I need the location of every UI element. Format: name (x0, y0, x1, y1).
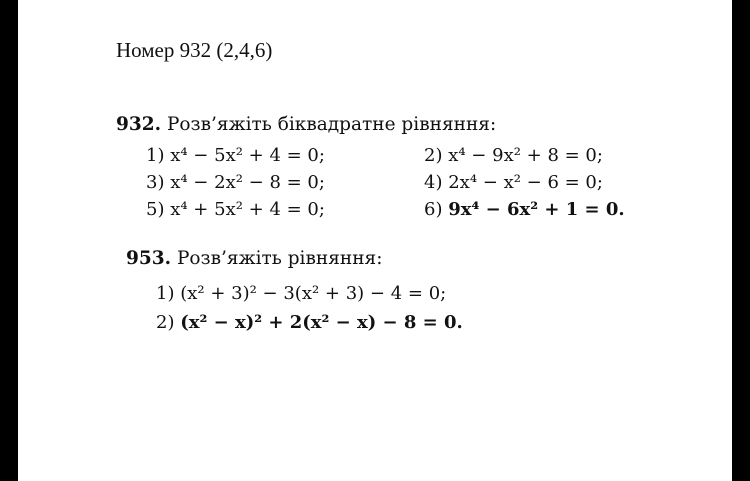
document-page (18, 0, 732, 481)
equation-index: 1) (156, 283, 175, 304)
equation-index: 4) (424, 172, 443, 193)
equation-expression: x⁴ − 5x² + 4 = 0; (170, 145, 325, 166)
page-heading: Номер 932 (2,4,6) (116, 38, 273, 62)
equation-932-4 (424, 172, 603, 193)
task-953-number: 953. (126, 248, 172, 269)
task-932-title (116, 114, 496, 135)
equation-953-1 (156, 283, 446, 304)
task-953-text: Розв’яжіть рівняння: (176, 248, 383, 269)
equation-index: 5) (146, 199, 165, 220)
equation-expression: x⁴ + 5x² + 4 = 0; (170, 199, 325, 220)
equation-932-3 (146, 172, 325, 193)
equation-932-5 (146, 199, 325, 220)
equation-932-6 (424, 199, 625, 220)
task-932-number: 932. (116, 114, 162, 135)
equation-expression: 2x⁴ − x² − 6 = 0; (448, 172, 603, 193)
equation-index: 2) (156, 312, 175, 333)
equation-index: 6) (424, 199, 443, 220)
equation-953-2 (156, 312, 463, 333)
equation-expression: x⁴ − 9x² + 8 = 0; (448, 145, 603, 166)
task-932-text: Розв’яжіть біквадратне рівняння: (166, 114, 497, 135)
equation-expression: (x² + 3)² − 3(x² + 3) − 4 = 0; (180, 283, 447, 304)
equation-expression: 9x⁴ − 6x² + 1 = 0. (448, 199, 625, 220)
equation-932-2 (424, 145, 603, 166)
task-953-title (126, 248, 382, 269)
equation-index: 2) (424, 145, 443, 166)
equation-index: 3) (146, 172, 165, 193)
equation-932-1 (146, 145, 325, 166)
equation-expression: (x² − x)² + 2(x² − x) − 8 = 0. (180, 312, 463, 333)
equation-index: 1) (146, 145, 165, 166)
equation-expression: x⁴ − 2x² − 8 = 0; (170, 172, 325, 193)
